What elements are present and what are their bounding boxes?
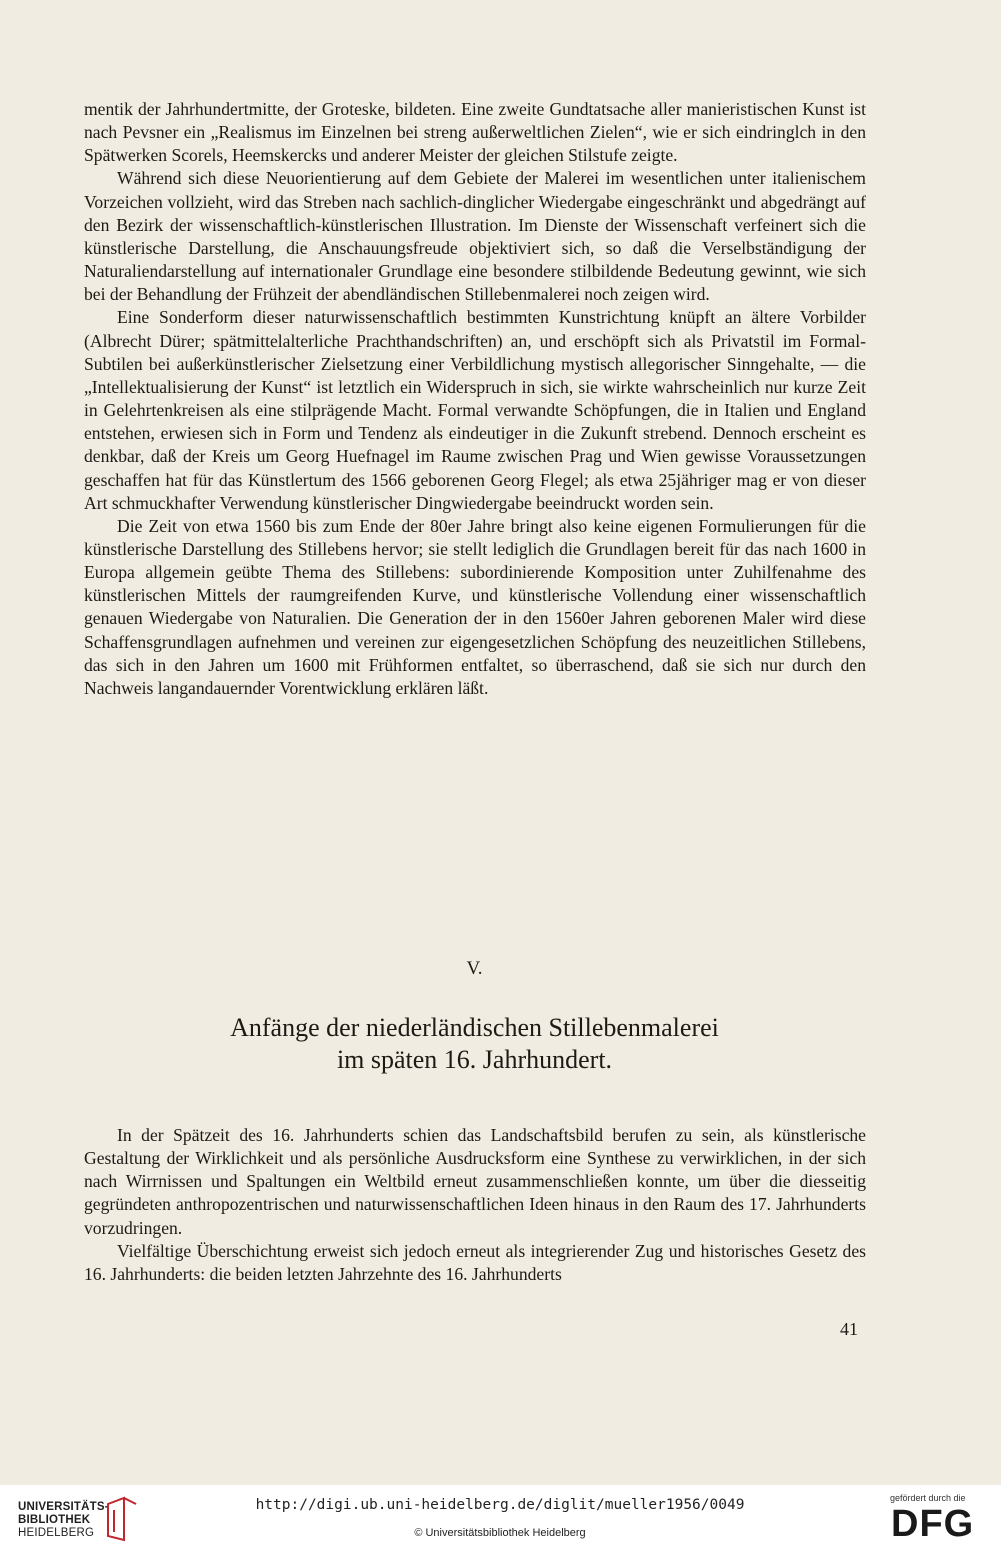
library-line-3: HEIDELBERG [18,1527,95,1539]
dfg-logo[interactable]: DFG [891,1503,975,1545]
body-text-bottom [84,1124,866,1286]
copyright-notice: © Universitätsbibliothek Heidelberg [414,1527,586,1539]
paragraph: Die Zeit von etwa 1560 bis zum Ende der 80er Jahre bringt also keine eigenen Formulierungen für die künstlerische Darstellung des Stillebens hervor; sie stellt lediglich die Grundlagen bereit für das nach 1600 in Europa allgemein geübte Thema des Stillebens: subordinierende Komposition unter Zuhilfenahme des künstlerischen Mittels der raumgreifenden Kurve, und künstlerische Vollendung einer wissenschaftlich genauen Wiedergabe von Naturalien. Die Generation der in den 1560er Jahren geborenen Maler wird diese Schaffensgrundlagen aufnehmen und vereinen zur eigengesetzlichen Schöpfung des neuzeitlichen Stillebens, das sich in den Jahren um 1600 mit Frühformen entfaltet, so überraschend, daß sie sich nur durch den Nachweis langandauernder Vorentwicklung erklären läßt. [84,515,866,698]
paragraph: Vielfältige Überschichtung erweist sich jedoch erneut als integrierender Zug und historisches Gesetz des 16. Jahrhunderts: die beiden letzten Jahrzehnte des 16. Jahrhunderts [84,1240,866,1284]
library-line-2: BIBLIOTHEK [18,1514,91,1526]
chapter-heading [0,1012,949,1076]
library-line-1: UNIVERSITÄTS- [18,1501,109,1513]
paragraph: In der Spätzeit des 16. Jahrhunderts schien das Landschaftsbild berufen zu sein, als künstlerische Gestaltung der Wirklichkeit und als persönliche Ausdrucksform eine Synthese zu verwirklichen, in der sich nach Wirrnissen und Spaltungen ein Weltbild erneut zusammenschließen konnte, um über die diesseitig gegründeten anthropozentrischen und naturwissenschaftlichen Ideen hinaus in den Raum des 17. Jahrhunderts vorzudringen. [84,1125,866,1238]
paragraph: Eine Sonderform dieser naturwissenschaftlich bestimmten Kunstrichtung knüpft an ältere Vorbilder (Albrecht Dürer; spätmittelalterliche Prachthandschriften) an, und erschöpft sich als Privatstil im Formal-Subtilen bei außerkünstlerischer Zielsetzung einer Verbildlichung mystisch allegorischer Sinngehalte, — die „Intellektualisierung der Kunst“ ist letztlich ein Widerspruch in sich, sie wirkte wahrscheinlich nur kurze Zeit in Gelehrtenkreisen als eine stilprägende Macht. Formal verwandte Schöpfungen, die in Italien und England entstehen, erwiesen sich in Form und Tendenz als eindeutiger in die Zukunft strebend. Dennoch erscheint es denkbar, daß der Kreis um Georg Huefnagel im Raume zwischen Prag und Wien gewisse Voraussetzungen geschaffen hat für das Künstlertum des 1566 geborenen Georg Flegel; als etwa 25jähriger mag er von dieser Art schmuckhafter Verwendung künstlerischer Dingwiedergabe beeindruckt worden sein. [84,307,866,513]
footer-bar [0,1485,1001,1550]
heading-line-1: Anfänge der niederländischen Stillebenmalerei [230,1013,719,1042]
chapter-number: V. [466,958,483,979]
library-logo-text[interactable] [18,1501,109,1540]
heading-line-2: im späten 16. Jahrhundert. [336,1045,613,1074]
page-number: 41 [840,1319,858,1339]
library-logo-icon [104,1496,138,1542]
body-text-top [84,98,866,700]
document-url-link[interactable]: http://digi.ub.uni-heidelberg.de/diglit/mueller1956/0049 [255,1497,745,1513]
funding-caption: gefördert durch die [890,1493,966,1503]
paragraph: mentik der Jahrhundertmitte, der Groteske, bildeten. Eine zweite Gundtatsache aller manieristischen Kunst ist nach Pevsner ein „Realismus im Einzelnen bei streng außerweltlichen Zielen“, wie er sich eindringlch in den Spätwerken Scorels, Heemskercks und anderer Meister der gleichen Stilstufe zeigte. [84,99,866,166]
paragraph: Während sich diese Neuorientierung auf dem Gebiete der Malerei im wesentlichen unter italienischem Vorzeichen vollzieht, wird das Streben nach sachlich-dinglicher Wiedergabe eingeschränkt und abgedrängt auf den Bezirk der wissenschaftlich-künstlerischen Illustration. Im Dienste der Wissenschaft verfeinert sich die künstlerische Darstellung, die Anschauungsfreude objektiviert sich, so daß die Verselbständigung der Naturaliendarstellung auf internationaler Grundlage eine besondere stilbildende Bedeutung gewinnt, wie sich bei der Behandlung der Frühzeit der abendländischen Stillebenmalerei noch zeigen wird. [84,168,866,305]
